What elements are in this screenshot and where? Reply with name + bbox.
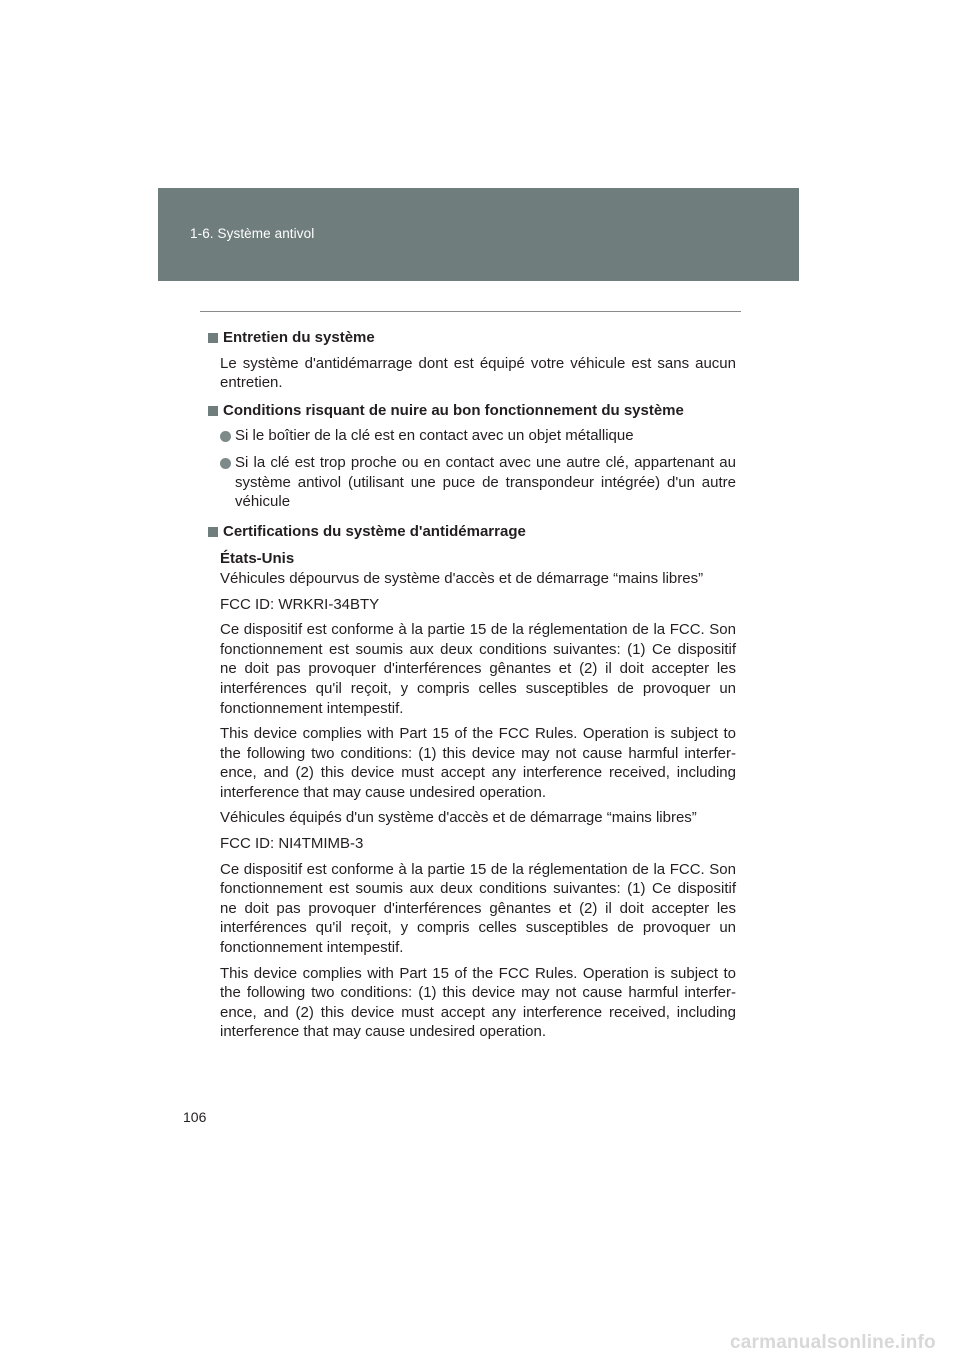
paragraph: This device complies with Part 15 of the FCC Rules. Operation is subject to the following two conditions: (1) this device may not cause harmful interfer-ence, and (2) this device must accept any interference received, including interference that may cause undesired operation. — [220, 964, 736, 1041]
fcc-id: FCC ID: WRKRI-34BTY — [220, 595, 380, 613]
fcc-id: FCC ID: NI4TMIMB-3 — [220, 835, 364, 853]
paragraph: Ce dispositif est conforme à la partie 15 de la réglementation de la FCC. Son fonctionnement est soumis aux deux conditions suivantes: (1) Ce dispositif ne doit pas provoquer d'interférences gênantes et (2) il doit accepter les interférences qu'il reçoit, y compris celles susceptibles de provoquer un fonctionnement intempestif. — [220, 621, 736, 717]
square-bullet-icon — [208, 333, 218, 343]
list-item-text: Si la clé est trop proche ou en contact avec une autre clé, appartenant au système antivol (utilisant une puce de transpondeur intégrée) d'un autre véhicule — [235, 453, 736, 511]
list-item — [220, 426, 736, 446]
round-bullet-icon — [220, 431, 231, 442]
paragraph: Véhicules équipés d'un système d'accès et de démarrage “mains libres” — [220, 809, 697, 827]
divider-rule — [200, 311, 741, 312]
square-bullet-icon — [208, 527, 218, 537]
heading-certifications — [208, 522, 736, 542]
heading-text: Entretien du système — [223, 329, 375, 346]
heading-text: Conditions risquant de nuire au bon fonctionnement du système — [223, 401, 684, 419]
heading-entretien — [208, 328, 736, 348]
page-content — [208, 328, 736, 1048]
section-label: 1-6. Système antivol — [190, 226, 315, 241]
list-item — [220, 453, 736, 512]
paragraph: This device complies with Part 15 of the FCC Rules. Operation is subject to the following two conditions: (1) this device may not cause harmful interfer-ence, and (2) this device must accept any interference received, including interference that may cause undesired operation. — [220, 725, 736, 801]
region-block — [220, 549, 736, 588]
section-header-band — [158, 188, 799, 281]
entretien-text: Le système d'antidémarrage dont est équipé votre véhicule est sans aucun entretien. — [220, 354, 736, 392]
heading-text: Certifications du système d'antidémarrage — [223, 522, 526, 540]
paragraph: Véhicules dépourvus de système d'accès et de démarrage “mains libres” — [220, 569, 704, 587]
heading-conditions — [208, 401, 736, 421]
page-number: 106 — [183, 1109, 207, 1125]
watermark: carmanualsonline.info — [730, 1332, 936, 1353]
paragraph: Ce dispositif est conforme à la partie 15 de la réglementation de la FCC. Son fonctionnement est soumis aux deux conditions suivantes: (1) Ce dispositif ne doit pas provoquer d'interférences gênantes et (2) il doit accepter les interférences qu'il reçoit, y compris celles susceptibles de provoquer un fonctionnement intempestif. — [220, 860, 736, 957]
round-bullet-icon — [220, 458, 231, 469]
list-item-text: Si le boîtier de la clé est en contact avec un objet métallique — [235, 427, 634, 445]
region-label: États-Unis — [220, 550, 295, 568]
square-bullet-icon — [208, 406, 218, 416]
